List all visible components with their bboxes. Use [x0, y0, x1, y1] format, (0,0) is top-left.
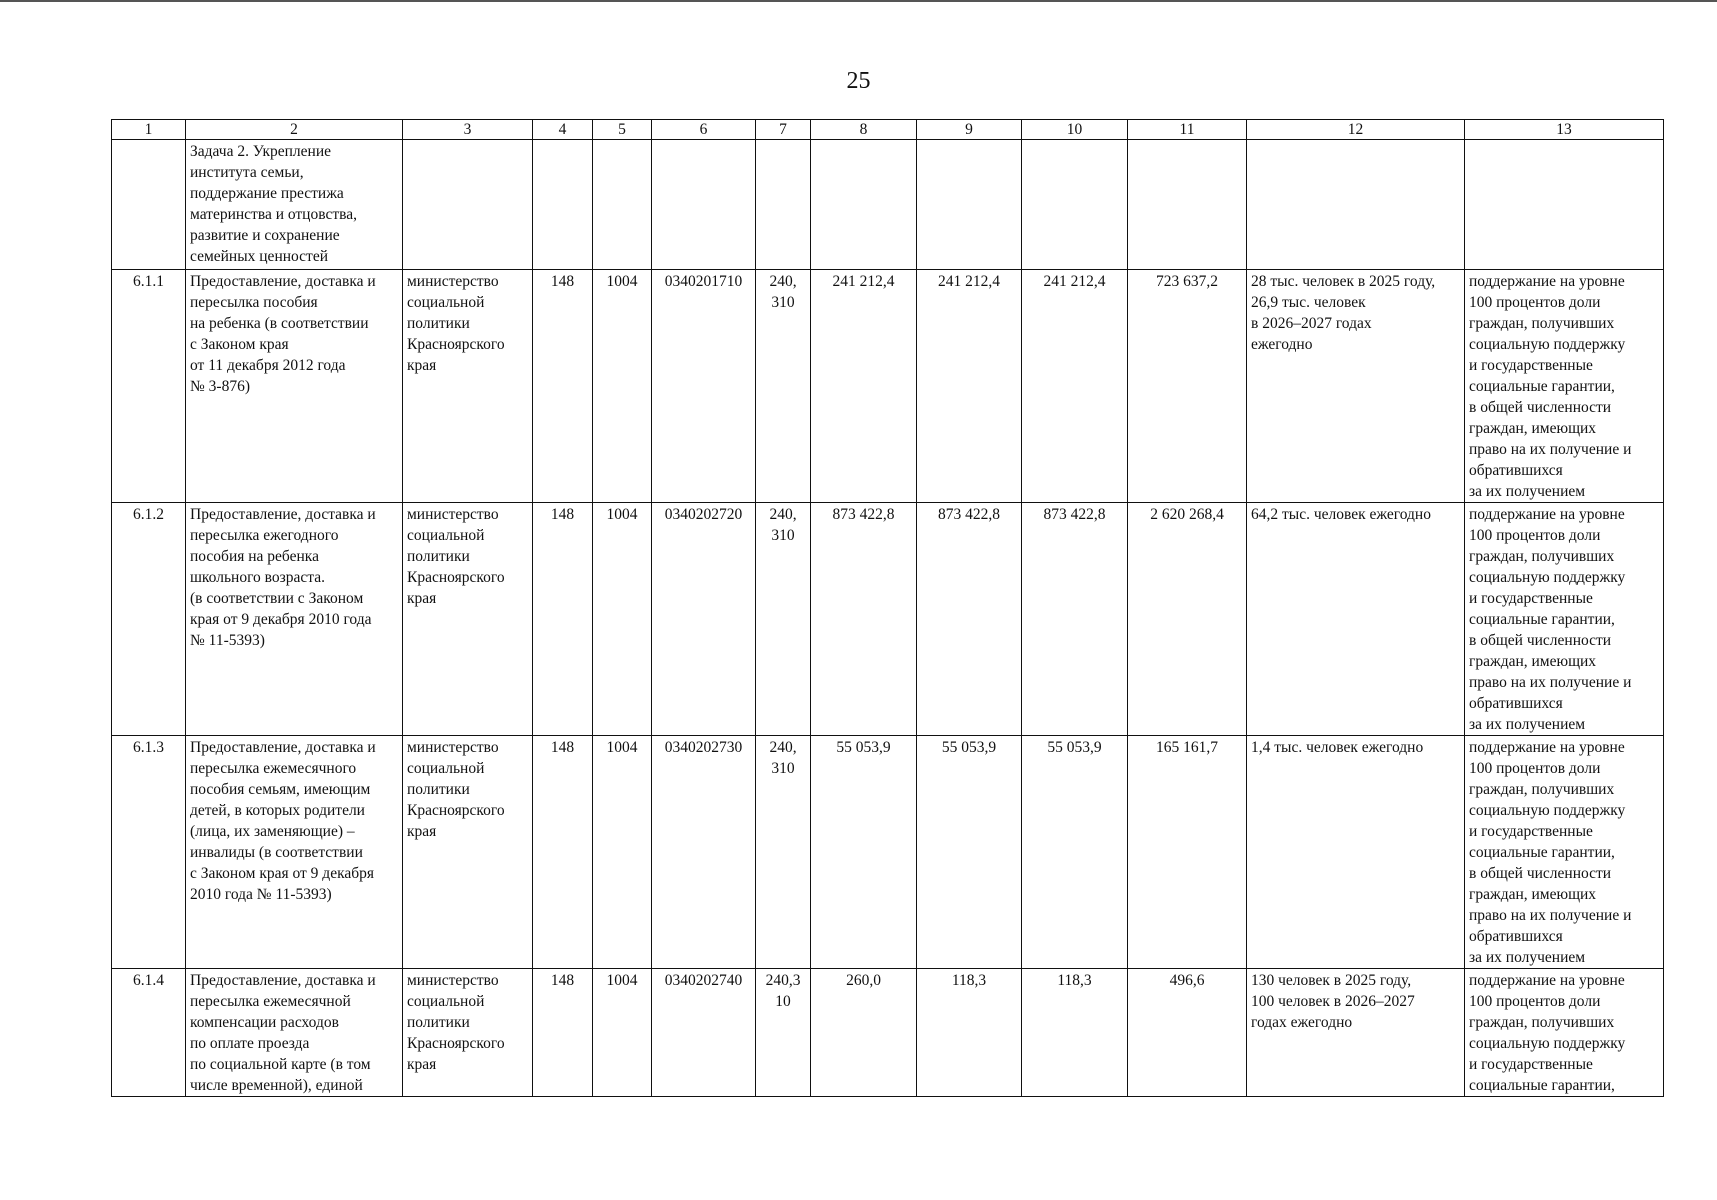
grbs-code: 148	[533, 969, 593, 1097]
empty-cell	[1128, 140, 1247, 270]
row-number: 6.1.2	[112, 503, 186, 736]
column-header: 6	[652, 120, 756, 140]
table-row	[112, 270, 1664, 503]
amount-2025: 55 053,9	[811, 736, 917, 969]
expense-type-code: 240,3 10	[756, 969, 811, 1097]
empty-cell	[1247, 140, 1465, 270]
target-article-code: 0340202730	[652, 736, 756, 969]
column-header: 2	[186, 120, 403, 140]
column-header: 11	[1128, 120, 1247, 140]
task-title: Задача 2. Укрепление института семьи, поддержание престижа материнства и отцовства, развитие и сохранение семейных ценностей	[186, 140, 403, 270]
grbs-code: 148	[533, 736, 593, 969]
empty-cell	[593, 140, 652, 270]
expense-type-code: 240, 310	[756, 503, 811, 736]
amount-2027: 55 053,9	[1022, 736, 1128, 969]
indicator: поддержание на уровне 100 процентов доли граждан, получивших социальную поддержку и государственные социальные гарантии, в общей численности граждан, имеющих право на их получение и обратившихся за их получением	[1465, 503, 1664, 736]
column-header: 9	[917, 120, 1022, 140]
measure-name: Предоставление, доставка и пересылка пособия на ребенка (в соответствии с Законом края от 11 декабря 2012 года № 3-876)	[186, 270, 403, 503]
table-row	[112, 503, 1664, 736]
empty-cell	[652, 140, 756, 270]
amount-total: 496,6	[1128, 969, 1247, 1097]
executor: министерство социальной политики Красноярского края	[403, 736, 533, 969]
table-row	[112, 969, 1664, 1097]
empty-cell	[1465, 140, 1664, 270]
section-code: 1004	[593, 270, 652, 503]
amount-total: 2 620 268,4	[1128, 503, 1247, 736]
target-article-code: 0340202720	[652, 503, 756, 736]
empty-cell	[756, 140, 811, 270]
row-number: 6.1.3	[112, 736, 186, 969]
expected-result: 64,2 тыс. человек ежегодно	[1247, 503, 1465, 736]
target-article-code: 0340201710	[652, 270, 756, 503]
empty-cell	[1022, 140, 1128, 270]
executor: министерство социальной политики Красноярского края	[403, 503, 533, 736]
page-top-rule	[0, 0, 1717, 2]
row-number: 6.1.4	[112, 969, 186, 1097]
empty-cell	[811, 140, 917, 270]
column-header: 12	[1247, 120, 1465, 140]
amount-2027: 118,3	[1022, 969, 1128, 1097]
amount-2027: 873 422,8	[1022, 503, 1128, 736]
amount-2026: 118,3	[917, 969, 1022, 1097]
row-number: 6.1.1	[112, 270, 186, 503]
column-header: 4	[533, 120, 593, 140]
indicator: поддержание на уровне 100 процентов доли граждан, получивших социальную поддержку и государственные социальные гарантии,	[1465, 969, 1664, 1097]
amount-2026: 55 053,9	[917, 736, 1022, 969]
amount-2026: 241 212,4	[917, 270, 1022, 503]
task-number-cell	[112, 140, 186, 270]
expense-type-code: 240, 310	[756, 736, 811, 969]
empty-cell	[917, 140, 1022, 270]
grbs-code: 148	[533, 503, 593, 736]
amount-2025: 241 212,4	[811, 270, 917, 503]
indicator: поддержание на уровне 100 процентов доли граждан, получивших социальную поддержку и государственные социальные гарантии, в общей численности граждан, имеющих право на их получение и обратившихся за их получением	[1465, 270, 1664, 503]
indicator: поддержание на уровне 100 процентов доли граждан, получивших социальную поддержку и государственные социальные гарантии, в общей численности граждан, имеющих право на их получение и обратившихся за их получением	[1465, 736, 1664, 969]
program-measures-table	[111, 119, 1664, 1097]
amount-2026: 873 422,8	[917, 503, 1022, 736]
section-code: 1004	[593, 503, 652, 736]
column-header: 3	[403, 120, 533, 140]
section-code: 1004	[593, 969, 652, 1097]
empty-cell	[403, 140, 533, 270]
measure-name: Предоставление, доставка и пересылка ежегодного пособия на ребенка школьного возраста. (в соответствии с Законом края от 9 декабря 2010 года № 11-5393)	[186, 503, 403, 736]
amount-total: 723 637,2	[1128, 270, 1247, 503]
executor: министерство социальной политики Красноярского края	[403, 969, 533, 1097]
table-row	[112, 736, 1664, 969]
column-number-header-row	[112, 120, 1664, 140]
column-header: 5	[593, 120, 652, 140]
section-code: 1004	[593, 736, 652, 969]
expense-type-code: 240, 310	[756, 270, 811, 503]
amount-2025: 260,0	[811, 969, 917, 1097]
column-header: 10	[1022, 120, 1128, 140]
expected-result: 28 тыс. человек в 2025 году, 26,9 тыс. человек в 2026–2027 годах ежегодно	[1247, 270, 1465, 503]
expected-result: 1,4 тыс. человек ежегодно	[1247, 736, 1465, 969]
task-row	[112, 140, 1664, 270]
target-article-code: 0340202740	[652, 969, 756, 1097]
measure-name: Предоставление, доставка и пересылка ежемесячного пособия семьям, имеющим детей, в которых родители (лица, их заменяющие) – инвалиды (в соответствии с Законом края от 9 декабря 2010 года № 11-5393)	[186, 736, 403, 969]
amount-total: 165 161,7	[1128, 736, 1247, 969]
column-header: 1	[112, 120, 186, 140]
amount-2027: 241 212,4	[1022, 270, 1128, 503]
expected-result: 130 человек в 2025 году, 100 человек в 2026–2027 годах ежегодно	[1247, 969, 1465, 1097]
empty-cell	[533, 140, 593, 270]
measure-name: Предоставление, доставка и пересылка ежемесячной компенсации расходов по оплате проезда по социальной карте (в том числе временной), единой	[186, 969, 403, 1097]
column-header: 8	[811, 120, 917, 140]
column-header: 7	[756, 120, 811, 140]
executor: министерство социальной политики Красноярского края	[403, 270, 533, 503]
amount-2025: 873 422,8	[811, 503, 917, 736]
grbs-code: 148	[533, 270, 593, 503]
page-number: 25	[846, 68, 871, 94]
column-header: 13	[1465, 120, 1664, 140]
